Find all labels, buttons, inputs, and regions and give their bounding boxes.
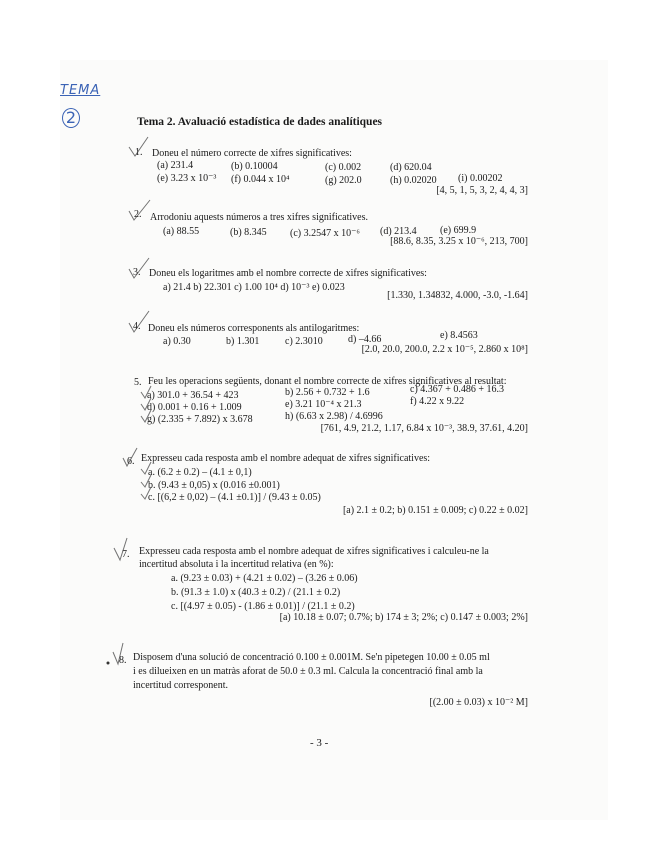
- q8-line-2: i es dilueixen en un matràs aforat de 50.0 ± 0.3 ml. Calcula la concentració final amb la: [133, 666, 483, 677]
- q7-item-a: a. (9.23 ± 0.03) + (4.21 ± 0.02) – (3.26 ± 0.06): [171, 573, 358, 584]
- q1-item-c: (c) 0.002: [325, 162, 362, 173]
- q6-prompt: Expresseu cada resposta amb el nombre adequat de xifres significatives:: [141, 453, 431, 464]
- page-title: Tema 2. Avaluació estadística de dades analítiques: [137, 116, 383, 128]
- q2-item-a: (a) 88.55: [163, 226, 200, 237]
- q5-item-d: d) 0.001 + 0.16 + 1.009: [147, 402, 242, 413]
- q5-item-f: f) 4.22 x 9.22: [410, 396, 465, 407]
- q8-line-3: incertitud corresponent.: [133, 680, 228, 691]
- q1-item-h: (h) 0.02020: [390, 175, 437, 186]
- page-number: - 3 -: [310, 737, 329, 749]
- q1-item-d: (d) 620.04: [390, 162, 432, 173]
- q1-number: 1.: [135, 147, 143, 158]
- q1-item-a: (a) 231.4: [157, 160, 194, 171]
- margin-tema-note: TEMA: [60, 83, 101, 98]
- q4-number: 4.: [133, 321, 141, 332]
- q6-item-b: b. (9.43 ± 0,05) x (0.016 ±0.001): [148, 480, 280, 491]
- q4-item-b: b) 1.301: [226, 336, 260, 347]
- q7-item-b: b. (91.3 ± 1.0) x (40.3 ± 0.2) / (21.1 ± 0.2): [171, 587, 341, 598]
- q5-number: 5.: [134, 377, 142, 388]
- q1-item-i: (i) 0.00202: [458, 173, 503, 184]
- q4-item-a: a) 0.30: [163, 336, 191, 347]
- q6-item-c: c. [(6,2 ± 0,02) – (4.1 ±0.1)] / (9.43 ± 0.05): [148, 492, 321, 503]
- q8-number: 8.: [119, 655, 127, 666]
- q4-item-c: c) 2.3010: [285, 336, 323, 347]
- q2-answer: [88.6, 8.35, 3.25 x 10⁻⁶, 213, 700]: [390, 236, 528, 247]
- q1-item-f: (f) 0.044 x 10⁴: [231, 174, 290, 185]
- q1-prompt: Doneu el número correcte de xifres significatives:: [152, 148, 352, 159]
- q3-number: 3.: [133, 267, 141, 278]
- q5-item-h: h) (6.63 x 2.98) / 4.6996: [285, 411, 383, 422]
- q2-item-d: (d) 213.4: [380, 226, 417, 237]
- q2-item-c: (c) 3.2547 x 10⁻⁶: [290, 228, 360, 239]
- q1-answer: [4, 5, 1, 5, 3, 2, 4, 4, 3]: [436, 185, 528, 196]
- q2-prompt: Arrodoniu aquests números a tres xifres significatives.: [150, 212, 369, 223]
- q5-answer: [761, 4.9, 21.2, 1.17, 6.84 x 10⁻³, 38.9, 37.61, 4.20]: [320, 423, 528, 434]
- q8-line-1: Disposem d'una solució de concentració 0.100 ± 0.001M. Se'n pipetegen 10.00 ± 0.05 ml: [133, 652, 490, 663]
- q5-item-c: c) 4.367 + 0.486 + 16.3: [410, 384, 505, 395]
- q2-number: 2.: [134, 209, 142, 220]
- q5-item-e: e) 3.21 10⁻⁴ x 21.3: [285, 399, 362, 410]
- q7-prompt: Expresseu cada resposta amb el nombre adequat de xifres significatives i calculeu-ne la: [139, 546, 489, 557]
- q3-answer: [1.330, 1.34832, 4.000, -3.0, -1.64]: [387, 290, 528, 301]
- q6-number: 6.: [127, 456, 135, 467]
- q6-item-a: a. (6.2 ± 0.2) – (4.1 ± 0,1): [148, 467, 252, 478]
- q3-prompt: Doneu els logaritmes amb el nombre correcte de xifres significatives:: [149, 268, 427, 279]
- margin-number-note: 2: [62, 108, 80, 128]
- q6-answer: [a) 2.1 ± 0.2; b) 0.151 ± 0.009; c) 0.22 ± 0.02]: [342, 505, 528, 516]
- q5-item-b: b) 2.56 + 0.732 + 1.6: [285, 387, 370, 398]
- q4-item-d: d) –4.66: [348, 334, 382, 345]
- q2-item-e: (e) 699.9: [440, 225, 477, 236]
- q8-answer: [(2.00 ± 0.03) x 10⁻² M]: [429, 697, 528, 708]
- q1-item-e: (e) 3.23 x 10⁻³: [157, 173, 217, 184]
- q7-number: 7.: [122, 549, 130, 560]
- q2-item-b: (b) 8.345: [230, 227, 267, 238]
- q5-item-g: g) (2.335 + 7.892) x 3.678: [147, 414, 253, 425]
- q5-prompt: Feu les operacions següents, donant el nombre correcte de xifres significatives al resultat:: [148, 376, 507, 387]
- q7-prompt-line2: incertitud absoluta i la incertitud relativa (en %):: [139, 559, 334, 570]
- q3-items: a) 21.4 b) 22.301 c) 1.00 10⁴ d) 10⁻³ e) 0.023: [163, 282, 345, 293]
- q7-answer: [a) 10.18 ± 0.07; 0.7%; b) 174 ± 3; 2%; c) 0.147 ± 0.003; 2%]: [279, 612, 528, 623]
- q7-item-c: c. [(4.97 ± 0.05) - (1.86 ± 0.01)] / (21.1 ± 0.2): [171, 601, 355, 612]
- q5-item-a: a) 301.0 + 36.54 + 423: [147, 390, 239, 401]
- q1-item-b: (b) 0.10004: [231, 161, 278, 172]
- q4-answer: [2.0, 20.0, 200.0, 2.2 x 10⁻⁵, 2.860 x 10⁸]: [361, 344, 528, 355]
- q4-item-e: e) 8.4563: [440, 330, 478, 341]
- q1-item-g: (g) 202.0: [325, 175, 362, 186]
- q4-prompt: Doneu els números corresponents als antilogaritmes:: [148, 323, 360, 334]
